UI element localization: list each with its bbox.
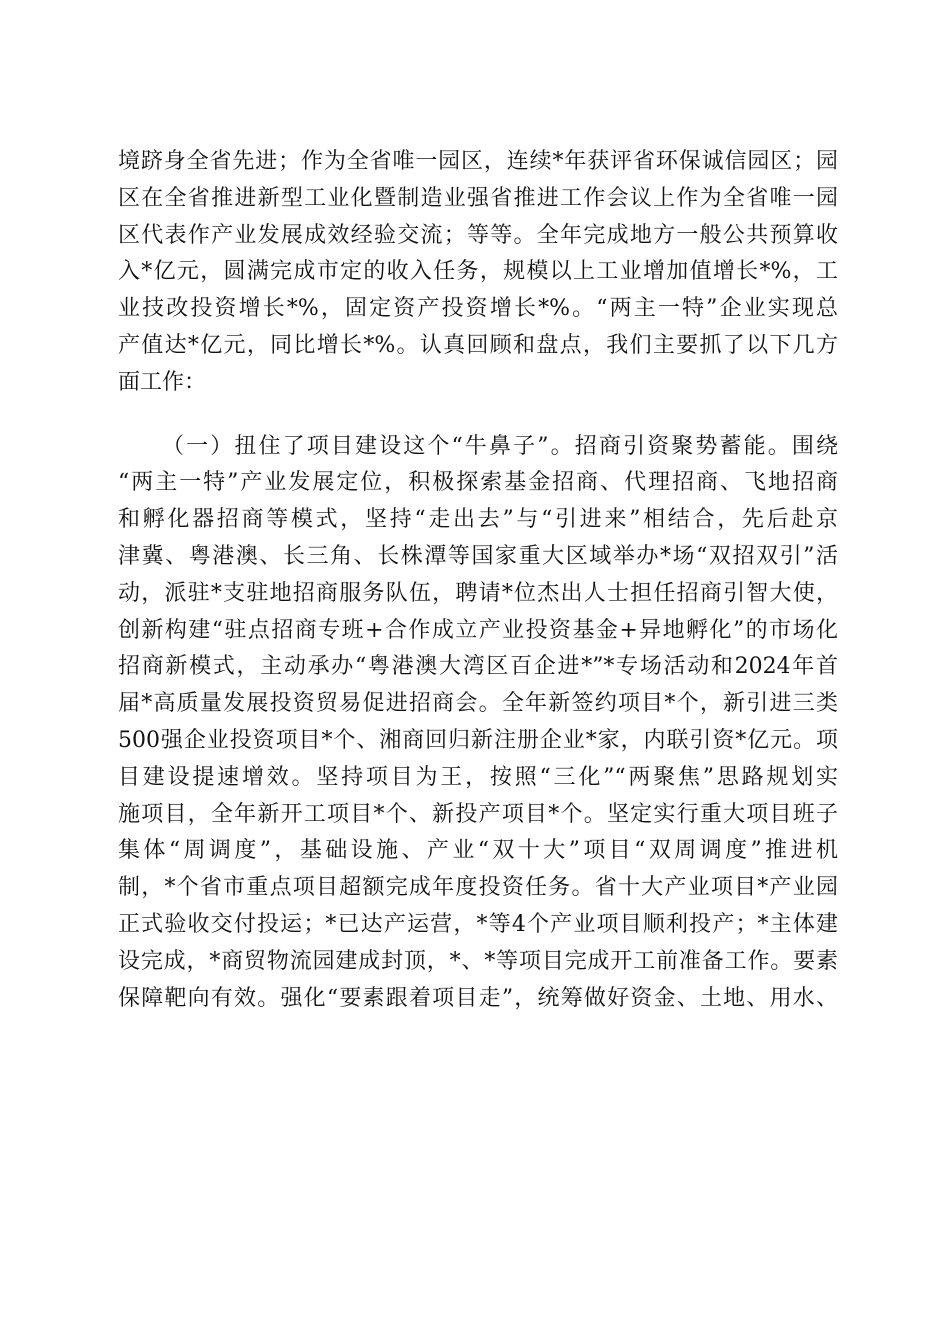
text-line: 设完成，*商贸物流园建成封顶，*、*等项目完成开工前准备工作。要素 (118, 948, 838, 974)
document-body (118, 144, 838, 1017)
text-line: 业技改投资增长*%，固定资产投资增长*%。“两主一特”企业实现总 (118, 296, 838, 322)
paragraph-project-construction (118, 429, 838, 1018)
text-line: 区代表作产业发展成效经验交流；等等。全年完成地方一般公共预算收 (118, 222, 838, 248)
text-line: 动，派驻*支驻地招商服务队伍，聘请*位杰出人士担任招商引智大使， (118, 580, 838, 606)
text-line: 和孵化器招商等模式，坚持“走出去”与“引进来”相结合，先后赴京 (118, 507, 838, 533)
text-line: 500强企业投资项目*个、湘商回归新注册企业*家，内联引资*亿元。项 (118, 727, 838, 753)
text-line: 区在全省推进新型工业化暨制造业强省推进工作会议上作为全省唯一园 (118, 185, 838, 211)
text-line: 津冀、粤港澳、长三角、长株潭等国家重大区域举办*场“双招双引”活 (118, 543, 838, 569)
section-heading-line: （一）扭住了项目建设这个“牛鼻子”。招商引资聚势蓄能。围绕 (162, 433, 838, 459)
text-line: 目建设提速增效。坚持项目为王，按照“三化”“两聚焦”思路规划实 (118, 764, 838, 790)
text-line: 产值达*亿元，同比增长*%。认真回顾和盘点，我们主要抓了以下几方 (118, 332, 838, 358)
text-line: 制，*个省市重点项目超额完成年度投资任务。省十大产业项目*产业园 (118, 875, 838, 901)
text-line: 入*亿元，圆满完成市定的收入任务，规模以上工业增加值增长*%，工 (118, 259, 838, 285)
text-line: 保障靶向有效。强化“要素跟着项目走”，统筹做好资金、土地、用水、 (118, 985, 838, 1011)
text-line: 集体“周调度”，基础设施、产业“双十大”项目“双周调度”推进机 (118, 838, 838, 864)
text-line: 施项目，全年新开工项目*个、新投产项目*个。坚定实行重大项目班子 (118, 801, 838, 827)
text-line: 届*高质量发展投资贸易促进招商会。全年新签约项目*个，新引进三类 (118, 691, 838, 717)
text-line: 正式验收交付投运；*已达产运营，*等4个产业项目顺利投产；*主体建 (118, 911, 838, 937)
paragraph-summary (118, 144, 838, 402)
text-line: 创新构建“驻点招商专班+合作成立产业投资基金+异地孵化”的市场化 (118, 617, 838, 643)
paragraph-gap (118, 402, 838, 429)
text-line: 面工作： (118, 369, 207, 395)
text-line: 招商新模式，主动承办“粤港澳大湾区百企进*”*专场活动和2024年首 (118, 654, 839, 680)
text-line: “两主一特”产业发展定位，积极探索基金招商、代理招商、飞地招商 (118, 470, 838, 496)
text-line: 境跻身全省先进；作为全省唯一园区，连续*年获评省环保诚信园区；园 (118, 149, 838, 174)
